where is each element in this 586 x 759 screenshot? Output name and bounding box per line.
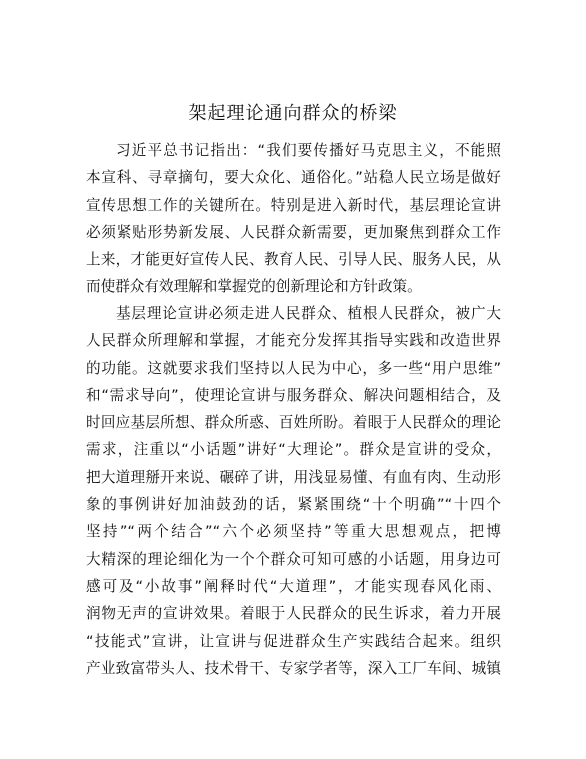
- text-line: 习近平总书记指出：“我们要传播好马克思主义，不能照: [116, 142, 501, 159]
- text-line: 人民群众所理解和掌握，才能充分发挥其指导实践和改造世界: [86, 332, 501, 350]
- text-line: 必须紧贴形势新发展、人民群众新需要，更加聚焦到群众工作: [86, 223, 501, 241]
- text-line: 基层理论宣讲必须走进人民群众、植根人民群众，被广大: [116, 305, 501, 322]
- text-line: 的功能。这就要求我们坚持以人民为中心，多一些“用户思维”: [86, 359, 501, 377]
- text-line: 上来，才能更好宣传人民、教育人民、引导人民、服务人民，从: [86, 251, 501, 269]
- paragraph-2: [86, 300, 501, 682]
- text-line: 象的事例讲好加油鼓劲的话，紧紧围绕“十个明确”“十四个: [86, 496, 501, 514]
- text-line: 本宣科、寻章摘句，要大众化、通俗化。”站稳人民立场是做好: [86, 169, 501, 187]
- text-line: 产业致富带头人、技术骨干、专家学者等，深入工厂车间、城镇: [86, 659, 501, 677]
- text-line: 时回应基层所想、群众所惑、百姓所盼。着眼于人民群众的理论: [86, 414, 501, 432]
- text-line: 坚持”“两个结合”“六个必须坚持”等重大思想观点，把博: [86, 523, 501, 541]
- text-line: 和“需求导向”，使理论宣讲与服务群众、解决问题相结合，及: [86, 386, 501, 404]
- document-title: 架起理论通向群众的桥梁: [188, 103, 398, 124]
- text-line: 把大道理掰开来说、碾碎了讲，用浅显易懂、有血有肉、生动形: [86, 468, 501, 486]
- text-line: 宣传思想工作的关键所在。特别是进入新时代，基层理论宣讲: [86, 196, 501, 214]
- text-line: 大精深的理论细化为一个个群众可知可感的小话题，用身边可: [86, 550, 501, 568]
- text-line: 感可及“小故事”阐释时代“大道理”，才能实现春风化雨、: [86, 577, 501, 595]
- text-line: 润物无声的宣讲效果。着眼于人民群众的民生诉求，着力开展: [86, 605, 501, 623]
- paragraph-1: [86, 137, 501, 301]
- text-line: 而使群众有效理解和掌握党的创新理论和方针政策。: [86, 278, 422, 296]
- text-line: “技能式”宣讲，让宣讲与促进群众生产实践结合起来。组织: [86, 632, 501, 650]
- text-line: 需求，注重以“小话题”讲好“大理论”。群众是宣讲的受众，: [86, 441, 501, 459]
